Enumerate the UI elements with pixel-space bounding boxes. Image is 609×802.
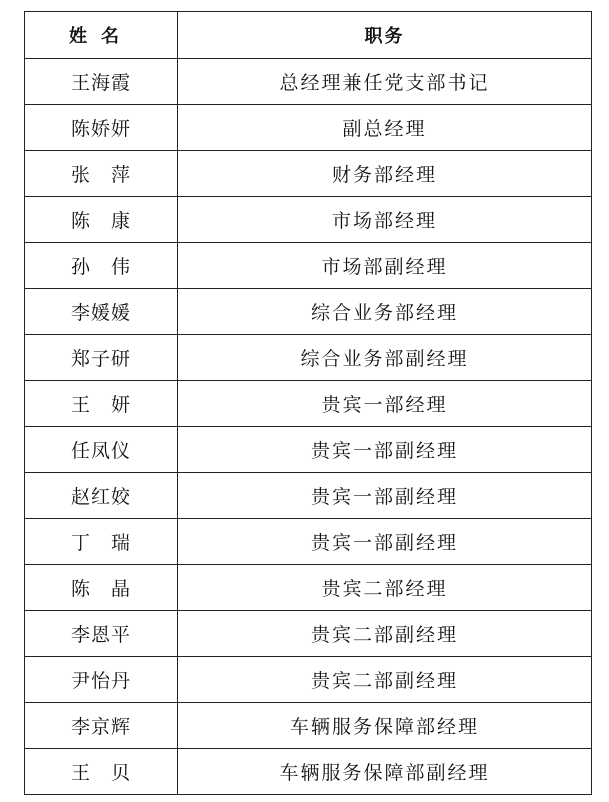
table-row xyxy=(25,519,592,565)
name-cell: 王 妍 xyxy=(25,381,178,427)
role-cell: 贵宾二部副经理 xyxy=(178,657,592,703)
header-role: 职务 xyxy=(178,12,592,59)
name-cell: 陈 晶 xyxy=(25,565,178,611)
role-cell: 贵宾二部副经理 xyxy=(178,611,592,657)
name-cell: 张 萍 xyxy=(25,151,178,197)
name-cell: 王海霞 xyxy=(25,59,178,105)
role-cell: 贵宾一部副经理 xyxy=(178,473,592,519)
name-cell: 李恩平 xyxy=(25,611,178,657)
role-cell: 总经理兼任党支部书记 xyxy=(178,59,592,105)
name-cell: 王 贝 xyxy=(25,749,178,795)
name-cell: 任凤仪 xyxy=(25,427,178,473)
name-cell: 孙 伟 xyxy=(25,243,178,289)
table-row xyxy=(25,657,592,703)
table-row xyxy=(25,105,592,151)
role-cell: 贵宾一部副经理 xyxy=(178,427,592,473)
staff-table xyxy=(24,11,592,795)
table-row xyxy=(25,197,592,243)
role-cell: 贵宾一部副经理 xyxy=(178,519,592,565)
table-body xyxy=(25,59,592,795)
table-row xyxy=(25,243,592,289)
role-cell: 市场部副经理 xyxy=(178,243,592,289)
role-cell: 贵宾一部经理 xyxy=(178,381,592,427)
table-row xyxy=(25,151,592,197)
table-row xyxy=(25,335,592,381)
name-cell: 赵红姣 xyxy=(25,473,178,519)
table-row xyxy=(25,749,592,795)
role-cell: 综合业务部副经理 xyxy=(178,335,592,381)
table-row xyxy=(25,59,592,105)
name-cell: 郑子研 xyxy=(25,335,178,381)
role-cell: 副总经理 xyxy=(178,105,592,151)
name-cell: 陈娇妍 xyxy=(25,105,178,151)
role-cell: 市场部经理 xyxy=(178,197,592,243)
name-cell: 陈 康 xyxy=(25,197,178,243)
name-cell: 李京辉 xyxy=(25,703,178,749)
name-cell: 李媛媛 xyxy=(25,289,178,335)
table-row xyxy=(25,565,592,611)
table-row xyxy=(25,381,592,427)
role-cell: 综合业务部经理 xyxy=(178,289,592,335)
role-cell: 车辆服务保障部副经理 xyxy=(178,749,592,795)
table-row xyxy=(25,427,592,473)
table-header-row xyxy=(25,12,592,59)
role-cell: 贵宾二部经理 xyxy=(178,565,592,611)
name-cell: 丁 瑞 xyxy=(25,519,178,565)
name-cell: 尹怡丹 xyxy=(25,657,178,703)
table-row xyxy=(25,289,592,335)
header-name: 姓名 xyxy=(25,12,178,59)
table-row xyxy=(25,473,592,519)
role-cell: 财务部经理 xyxy=(178,151,592,197)
table-row xyxy=(25,703,592,749)
role-cell: 车辆服务保障部经理 xyxy=(178,703,592,749)
table-row xyxy=(25,611,592,657)
